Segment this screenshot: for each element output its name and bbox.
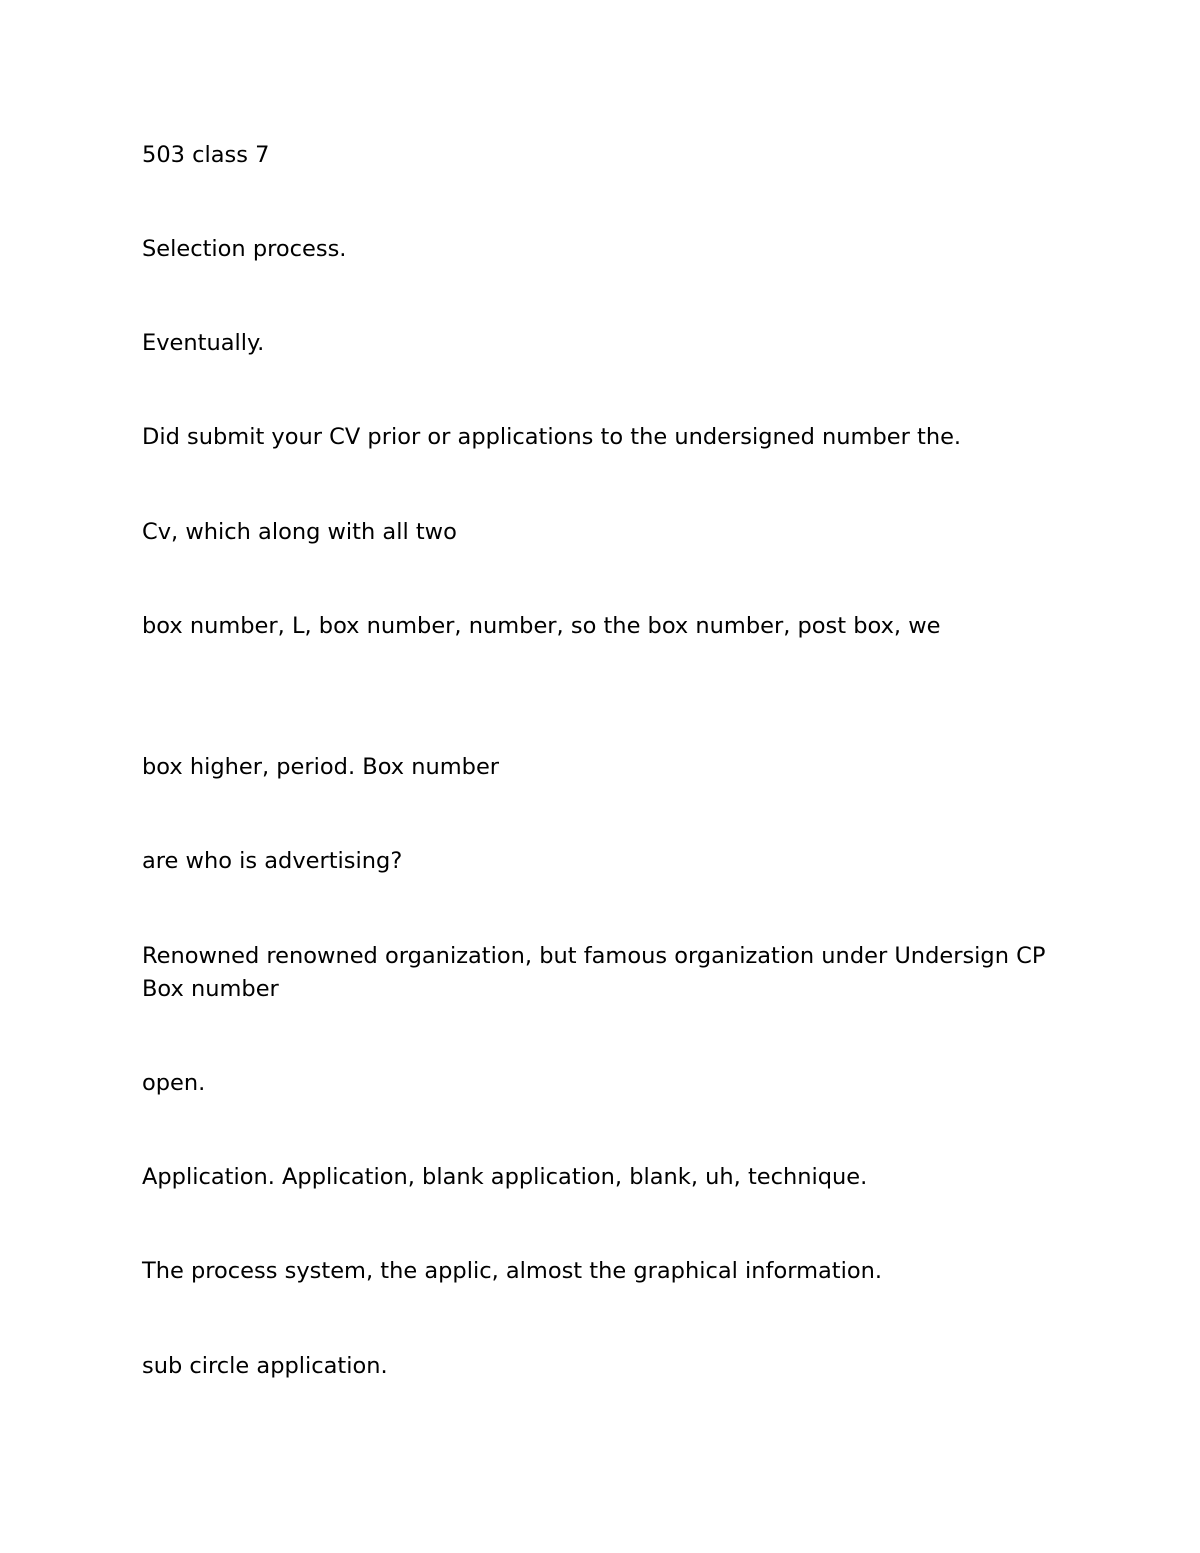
- paragraph-3: Eventually.: [142, 330, 265, 356]
- paragraph-8: are who is advertising?: [142, 848, 403, 874]
- paragraph-9: Renowned renowned organization, but famous organization under Undersign CP Box number: [142, 943, 1046, 1002]
- paragraph-10: open.: [142, 1070, 206, 1096]
- paragraph-5: Cv, which along with all two: [142, 519, 457, 545]
- paragraph-1: 503 class 7: [142, 142, 270, 168]
- paragraph-13: sub circle application.: [142, 1353, 388, 1379]
- paragraph-6: box number, L, box number, number, so the box number, post box, we: [142, 613, 941, 639]
- paragraph-2: Selection process.: [142, 236, 347, 262]
- paragraph-11: Application. Application, blank application, blank, uh, technique.: [142, 1164, 868, 1190]
- paragraph-7: box higher, period. Box number: [142, 754, 500, 780]
- paragraph-12: The process system, the applic, almost the graphical information.: [142, 1258, 883, 1284]
- paragraph-4: Did submit your CV prior or applications to the undersigned number the.: [142, 424, 962, 450]
